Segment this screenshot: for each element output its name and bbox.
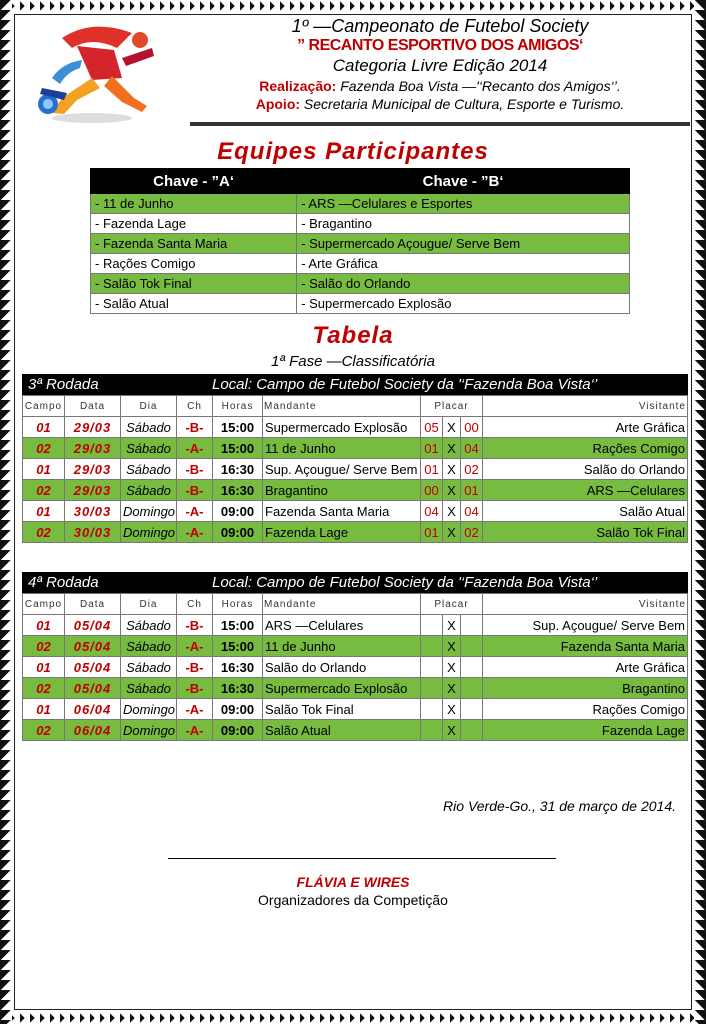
game-mandante: Fazenda Lage [263,522,421,543]
game-row [23,699,688,720]
game-data: 05/04 [65,657,121,678]
game-g2 [461,699,483,720]
column-header: Horas [213,594,263,615]
game-campo: 02 [23,720,65,741]
signer-role: Organizadores da Competição [258,892,448,908]
team-cell-a: - Fazenda Lage [91,214,297,234]
schedule-title: Tabela [312,322,394,349]
header [190,14,690,112]
game-hora: 09:00 [213,720,263,741]
game-x: X [443,522,461,543]
game-x: X [443,459,461,480]
column-header: Campo [23,396,65,417]
game-dia: Sábado [121,459,177,480]
realizacao-label: Realização: [259,78,337,94]
team-row [91,294,630,314]
game-hora: 15:00 [213,615,263,636]
game-g1: 01 [421,438,443,459]
game-ch: -A- [177,522,213,543]
game-campo: 02 [23,480,65,501]
game-row [23,438,688,459]
game-data: 30/03 [65,501,121,522]
game-dia: Sábado [121,417,177,438]
round-4-block [22,572,688,741]
game-visitante: Salão do Orlando [483,459,688,480]
game-visitante: Fazenda Lage [483,720,688,741]
game-mandante: Sup. Açougue/ Serve Bem [263,459,421,480]
game-g2 [461,720,483,741]
game-ch: -B- [177,480,213,501]
game-dia: Sábado [121,438,177,459]
game-hora: 16:30 [213,657,263,678]
game-dia: Sábado [121,636,177,657]
game-visitante: Salão Atual [483,501,688,522]
game-visitante: ARS —Celulares [483,480,688,501]
round-location: Local: Campo de Futebol Society da '‘Fazenda Boa Vista‘’ [212,376,598,393]
category-edition: Categoria Livre Edição 2014 [332,56,548,75]
teams-table [90,168,630,314]
round-name: 3ª Rodada [28,376,99,393]
game-g1: 05 [421,417,443,438]
games-table [22,395,688,543]
game-campo: 02 [23,438,65,459]
game-data: 05/04 [65,615,121,636]
game-mandante: Fazenda Santa Maria [263,501,421,522]
team-row [91,214,630,234]
column-header: Visitante [483,594,688,615]
team-cell-a: - Fazenda Santa Maria [91,234,297,254]
game-g1 [421,657,443,678]
game-visitante: Rações Comigo [483,699,688,720]
game-g1 [421,615,443,636]
game-row [23,480,688,501]
signer-name: FLÁVIA E WIRES [296,874,410,890]
game-campo: 01 [23,459,65,480]
game-g2 [461,678,483,699]
game-visitante: Fazenda Santa Maria [483,636,688,657]
column-header: Dia [121,396,177,417]
column-header: Mandante [263,594,421,615]
game-row [23,501,688,522]
game-data: 29/03 [65,480,121,501]
game-data: 30/03 [65,522,121,543]
group-b-header: Chave - ”B‘ [297,169,630,194]
game-row [23,678,688,699]
game-data: 29/03 [65,438,121,459]
game-g2 [461,657,483,678]
group-a-header: Chave - ”A‘ [91,169,297,194]
team-cell-a: - Salão Tok Final [91,274,297,294]
team-row [91,194,630,214]
game-x: X [443,615,461,636]
game-row [23,720,688,741]
game-dia: Sábado [121,615,177,636]
game-visitante: Salão Tok Final [483,522,688,543]
game-x: X [443,720,461,741]
game-dia: Domingo [121,501,177,522]
event-name: ” RECANTO ESPORTIVO DOS AMIGOS‘ [297,37,583,54]
game-mandante: 11 de Junho [263,636,421,657]
game-mandante: Salão do Orlando [263,657,421,678]
game-mandante: Supermercado Explosão [263,678,421,699]
team-row [91,234,630,254]
game-g2 [461,615,483,636]
game-mandante: Salão Tok Final [263,699,421,720]
game-data: 05/04 [65,678,121,699]
game-g1: 01 [421,522,443,543]
round-header [22,374,688,395]
game-hora: 16:30 [213,678,263,699]
game-campo: 01 [23,417,65,438]
game-ch: -A- [177,720,213,741]
game-visitante: Bragantino [483,678,688,699]
team-cell-b: - Supermercado Explosão [297,294,630,314]
game-g2 [461,636,483,657]
game-x: X [443,480,461,501]
game-row [23,459,688,480]
round-header [22,572,688,593]
game-campo: 01 [23,501,65,522]
game-ch: -B- [177,615,213,636]
game-ch: -A- [177,501,213,522]
game-g1 [421,636,443,657]
game-data: 06/04 [65,699,121,720]
team-cell-b: - Supermercado Açougue/ Serve Bem [297,234,630,254]
game-ch: -A- [177,438,213,459]
game-mandante: Supermercado Explosão [263,417,421,438]
round-name: 4ª Rodada [28,574,99,591]
game-ch: -B- [177,417,213,438]
column-header: Ch [177,396,213,417]
game-g1 [421,699,443,720]
team-row [91,254,630,274]
column-header: Data [65,396,121,417]
apoio-line [190,96,690,112]
round-location: Local: Campo de Futebol Society da '‘Fazenda Boa Vista‘’ [212,574,598,591]
game-mandante: Salão Atual [263,720,421,741]
games-table [22,593,688,741]
column-header: Data [65,594,121,615]
game-g1: 01 [421,459,443,480]
column-header: Mandante [263,396,421,417]
team-cell-b: - Salão do Orlando [297,274,630,294]
team-cell-a: - Rações Comigo [91,254,297,274]
game-visitante: Sup. Açougue/ Serve Bem [483,615,688,636]
game-dia: Sábado [121,657,177,678]
column-header: Placar [421,396,483,417]
game-g2: 00 [461,417,483,438]
game-row [23,615,688,636]
column-header: Ch [177,594,213,615]
game-data: 05/04 [65,636,121,657]
game-g2: 04 [461,501,483,522]
game-g2: 04 [461,438,483,459]
championship-title: 1º —Campeonato de Futebol Society [291,16,589,36]
column-header: Visitante [483,396,688,417]
column-header: Horas [213,396,263,417]
game-ch: -B- [177,678,213,699]
game-hora: 15:00 [213,636,263,657]
game-ch: -A- [177,636,213,657]
game-campo: 02 [23,522,65,543]
game-data: 29/03 [65,417,121,438]
game-g1: 00 [421,480,443,501]
team-cell-b: - Arte Gráfica [297,254,630,274]
game-visitante: Arte Gráfica [483,417,688,438]
game-dia: Domingo [121,699,177,720]
realizacao-text: Fazenda Boa Vista —'‘Recanto dos Amigos‘’. [336,78,621,94]
game-g1 [421,720,443,741]
game-g1: 04 [421,501,443,522]
soccer-player-logo [22,18,172,126]
game-ch: -B- [177,657,213,678]
game-dia: Sábado [121,480,177,501]
game-mandante: Bragantino [263,480,421,501]
game-campo: 02 [23,678,65,699]
column-header: Placar [421,594,483,615]
border-top [0,0,706,12]
game-x: X [443,636,461,657]
border-bottom [0,1012,706,1024]
game-x: X [443,501,461,522]
game-dia: Domingo [121,720,177,741]
game-x: X [443,657,461,678]
game-visitante: Arte Gráfica [483,657,688,678]
column-header: Dia [121,594,177,615]
game-visitante: Rações Comigo [483,438,688,459]
game-row [23,657,688,678]
column-header: Campo [23,594,65,615]
game-hora: 09:00 [213,699,263,720]
game-dia: Domingo [121,522,177,543]
realizacao-line [190,78,690,94]
game-dia: Sábado [121,678,177,699]
game-row [23,636,688,657]
game-x: X [443,417,461,438]
apoio-text: Secretaria Municipal de Cultura, Esporte e Turismo. [300,96,625,112]
game-ch: -B- [177,459,213,480]
game-g1 [421,678,443,699]
team-row [91,274,630,294]
header-divider [190,122,690,126]
game-hora: 16:30 [213,480,263,501]
game-hora: 15:00 [213,438,263,459]
team-cell-b: - ARS —Celulares e Esportes [297,194,630,214]
game-g2: 02 [461,522,483,543]
game-x: X [443,438,461,459]
game-campo: 01 [23,615,65,636]
game-x: X [443,678,461,699]
game-row [23,522,688,543]
game-data: 29/03 [65,459,121,480]
round-3-block [22,374,688,543]
game-hora: 16:30 [213,459,263,480]
apoio-label: Apoio: [255,96,301,112]
game-x: X [443,699,461,720]
teams-title: Equipes Participantes [217,138,489,165]
game-campo: 02 [23,636,65,657]
team-cell-a: - Salão Atual [91,294,297,314]
game-mandante: 11 de Junho [263,438,421,459]
footer-date: Rio Verde-Go., 31 de março de 2014. [443,798,676,814]
game-ch: -A- [177,699,213,720]
game-g2: 01 [461,480,483,501]
signature-line [168,858,556,859]
game-hora: 09:00 [213,522,263,543]
game-campo: 01 [23,699,65,720]
game-g2: 02 [461,459,483,480]
phase-subtitle: 1ª Fase —Classificatória [271,353,435,370]
game-row [23,417,688,438]
game-campo: 01 [23,657,65,678]
game-hora: 09:00 [213,501,263,522]
game-mandante: ARS —Celulares [263,615,421,636]
game-data: 06/04 [65,720,121,741]
team-cell-a: - 11 de Junho [91,194,297,214]
team-cell-b: - Bragantino [297,214,630,234]
game-hora: 15:00 [213,417,263,438]
